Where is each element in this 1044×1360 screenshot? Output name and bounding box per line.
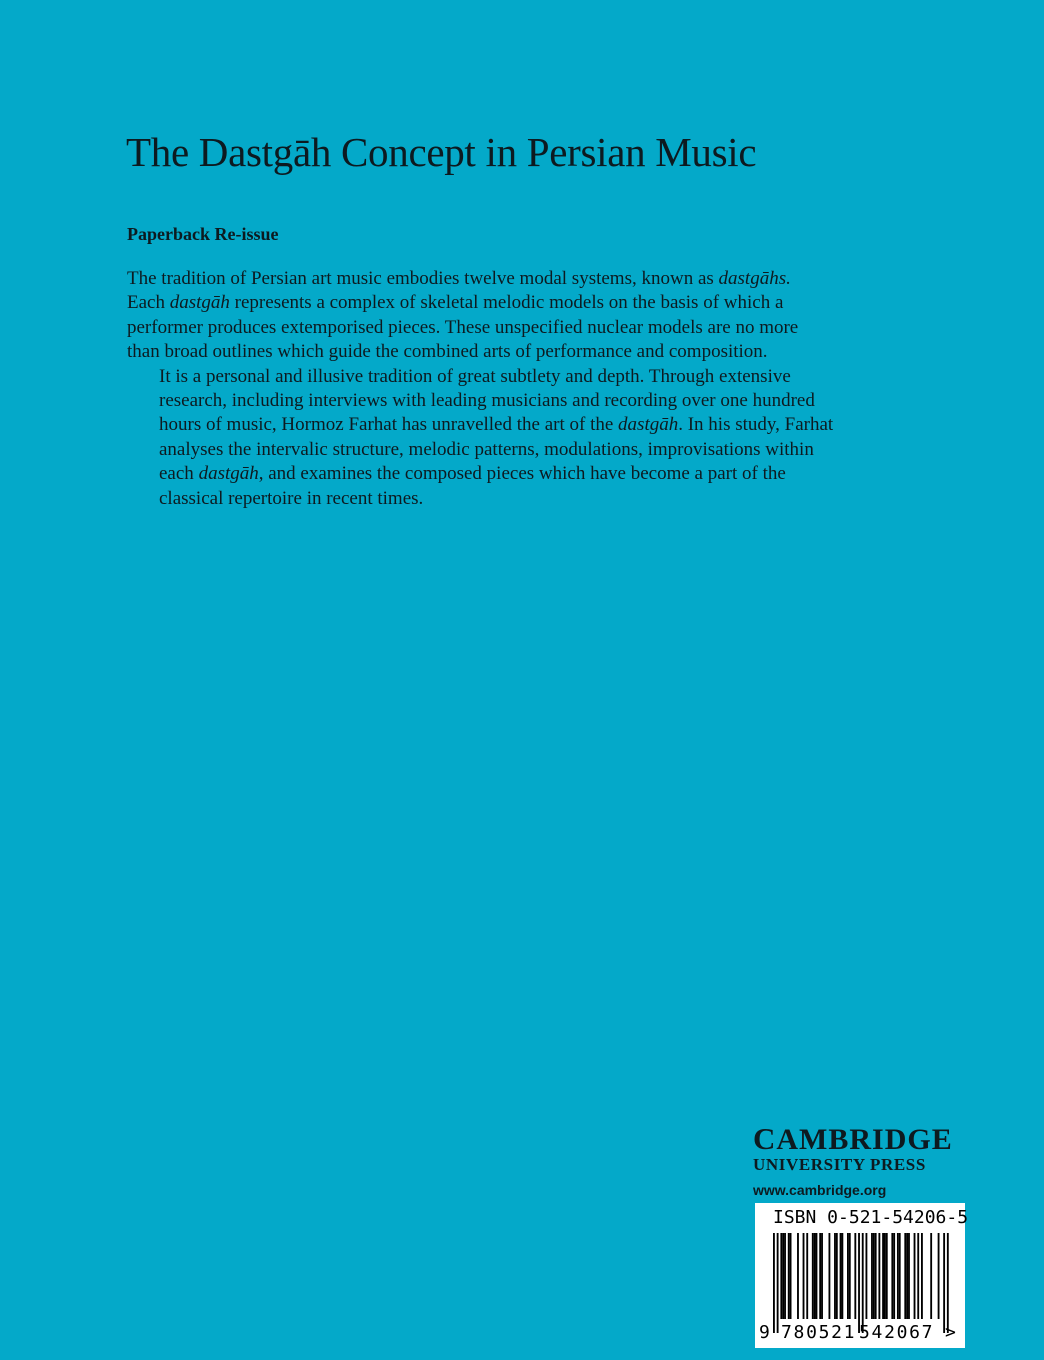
barcode-bar bbox=[917, 1233, 919, 1319]
edition-label: Paperback Re-issue bbox=[127, 224, 279, 244]
barcode-bar bbox=[777, 1233, 779, 1333]
description-paragraph-1 bbox=[127, 267, 927, 365]
barcode-bar bbox=[886, 1233, 888, 1319]
barcode-label bbox=[755, 1203, 969, 1348]
barcode-bar bbox=[882, 1233, 884, 1319]
description-line: than broad outlines which guide the combined arts of performance and composition. bbox=[127, 341, 768, 363]
barcode-bar bbox=[797, 1233, 799, 1319]
barcode-bar bbox=[784, 1233, 786, 1319]
description-line: hours of music, Hormoz Farhat has unravelled the art of the dastgāh. In his study, Farhat bbox=[159, 414, 834, 436]
barcode-bar bbox=[930, 1233, 932, 1319]
barcode-bar bbox=[829, 1233, 831, 1319]
publisher-subname: UNIVERSITY PRESS bbox=[753, 1155, 926, 1174]
description-line: The tradition of Persian art music embodies twelve modal systems, known as dastgāhs. bbox=[127, 268, 791, 289]
barcode-bar bbox=[908, 1233, 910, 1319]
barcode-bar bbox=[819, 1233, 821, 1319]
italic-term: dastgāh bbox=[169, 292, 230, 314]
barcode-bar bbox=[780, 1233, 782, 1319]
barcode-bar bbox=[840, 1233, 842, 1319]
ean-lead-digit: 9 bbox=[759, 1322, 770, 1343]
barcode-bar bbox=[897, 1233, 899, 1319]
description-line: classical repertoire in recent times. bbox=[159, 487, 424, 509]
barcode-bar bbox=[841, 1233, 843, 1319]
barcode-bar bbox=[871, 1233, 873, 1319]
ean-digits bbox=[755, 1321, 965, 1345]
barcode-bar bbox=[875, 1233, 877, 1319]
barcode-bar bbox=[899, 1233, 901, 1319]
description-line: It is a personal and illusive tradition of great subtlety and depth. Through extensive bbox=[159, 365, 791, 387]
barcode-bar bbox=[849, 1233, 851, 1319]
description-line: research, including interviews with leading musicians and recording over one hundred bbox=[159, 390, 815, 412]
barcode-bar bbox=[873, 1233, 875, 1319]
barcode-bar bbox=[884, 1233, 886, 1319]
description-line: performer produces extemporised pieces. These unspecified nuclear models are no more bbox=[127, 316, 799, 338]
barcode-bar bbox=[858, 1233, 860, 1333]
ean-left-digits: 780521 bbox=[781, 1322, 857, 1343]
book-description bbox=[127, 267, 927, 511]
italic-term: dastgāh bbox=[198, 463, 259, 485]
publisher-block bbox=[753, 1122, 968, 1199]
barcode-bar bbox=[816, 1233, 818, 1319]
barcode-bar bbox=[803, 1233, 805, 1319]
barcode-bar bbox=[834, 1233, 836, 1319]
book-title: The Dastgāh Concept in Persian Music bbox=[126, 129, 757, 175]
barcode-bar bbox=[891, 1233, 893, 1319]
barcode-bar bbox=[943, 1233, 945, 1333]
barcode-bar bbox=[862, 1233, 864, 1333]
barcode-bar bbox=[788, 1233, 790, 1319]
barcode-bar bbox=[814, 1233, 816, 1319]
barcode-bar bbox=[773, 1233, 775, 1333]
barcode-bar bbox=[847, 1233, 849, 1319]
barcode-bar bbox=[836, 1233, 838, 1319]
barcode-bar bbox=[878, 1233, 880, 1319]
ean-end-marker: > bbox=[945, 1322, 956, 1343]
barcode-bar bbox=[893, 1233, 895, 1319]
barcode-bar bbox=[854, 1233, 856, 1319]
publisher-url: www.cambridge.org bbox=[753, 1182, 887, 1198]
publisher-logo-name: CAMBRIDGE bbox=[753, 1121, 953, 1156]
barcode-bar bbox=[906, 1233, 908, 1319]
barcode-bar bbox=[947, 1233, 949, 1333]
barcode-bar bbox=[821, 1233, 823, 1319]
barcode-bar bbox=[938, 1233, 940, 1319]
barcode-bar bbox=[790, 1233, 792, 1319]
barcode-bar bbox=[921, 1233, 923, 1319]
barcode-bar bbox=[904, 1233, 906, 1319]
barcode-bar bbox=[866, 1233, 868, 1319]
barcode-bar bbox=[812, 1233, 814, 1319]
description-paragraph-2 bbox=[127, 365, 927, 511]
italic-term: dastgāhs. bbox=[718, 268, 791, 289]
isbn-number: ISBN 0-521-54206-5 bbox=[773, 1207, 969, 1228]
description-line: analyses the intervalic structure, melodic patterns, modulations, improvisations within bbox=[159, 438, 814, 460]
ean-right-digits: 542067 bbox=[859, 1322, 935, 1343]
barcode-bar bbox=[914, 1233, 916, 1319]
barcode-bar bbox=[782, 1233, 784, 1319]
description-line: each dastgāh, and examines the composed pieces which have become a part of the bbox=[159, 463, 786, 485]
description-line: Each dastgāh represents a complex of skeletal melodic models on the basis of which a bbox=[127, 292, 784, 314]
barcode-bar bbox=[806, 1233, 808, 1319]
italic-term: dastgāh bbox=[618, 414, 679, 436]
